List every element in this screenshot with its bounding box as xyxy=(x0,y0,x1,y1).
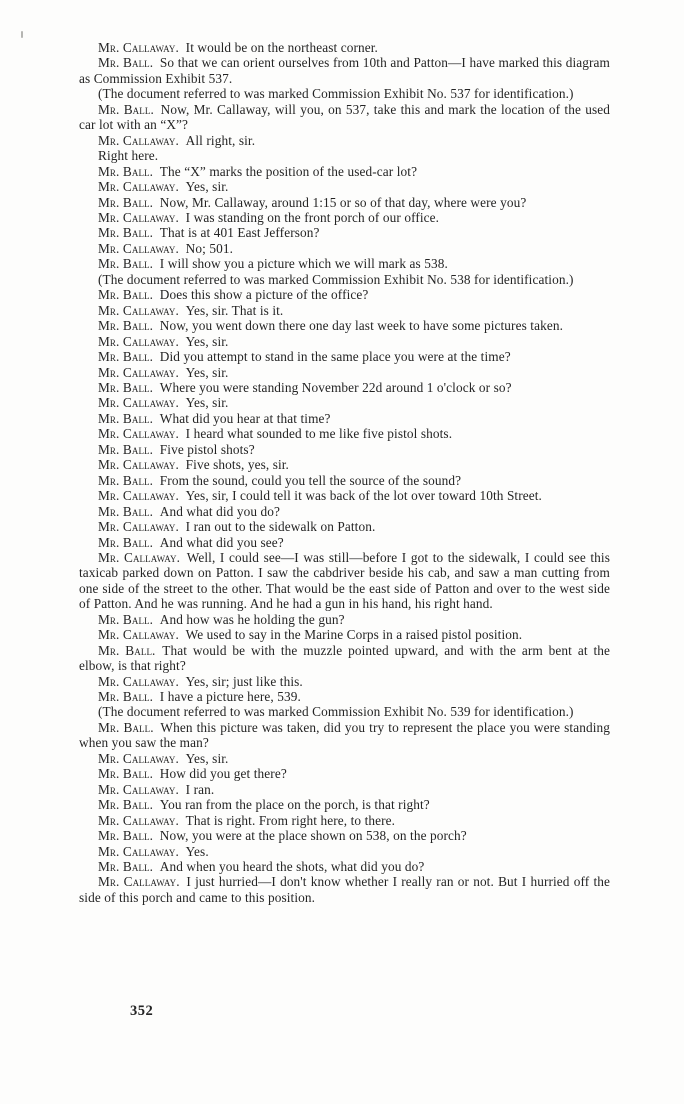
speaker-name: Mr. Ball. xyxy=(98,256,154,272)
transcript-paragraph: Mr. Callaway. Yes, sir. xyxy=(98,364,229,380)
scan-artifact-mark xyxy=(21,31,23,38)
transcript-paragraph: Mr. Ball. I have a picture here, 539. xyxy=(98,689,301,705)
speaker-name: Mr. Ball. xyxy=(98,766,154,782)
stenographer-note: (The document referred to was marked Commission Exhibit No. 539 for identification.) xyxy=(98,704,574,720)
speaker-name: Mr. Callaway. xyxy=(98,179,179,195)
speaker-name: Mr. Ball. xyxy=(98,101,154,117)
speaker-name: Mr. Ball. xyxy=(98,225,154,241)
speaker-name: Mr. Callaway. xyxy=(98,240,179,256)
speaker-name: Mr. Callaway. xyxy=(98,40,179,55)
speaker-name: Mr. Callaway. xyxy=(98,519,179,535)
speaker-name: Mr. Ball. xyxy=(98,534,154,550)
stenographer-note: (The document referred to was marked Commission Exhibit No. 538 for identification.) xyxy=(98,271,574,287)
transcript-paragraph: Mr. Callaway. Well, I could see—I was still—before I got to the sidewalk, I could see this taxicab parked down on Patton. I saw the cabdriver beside his cab, and saw a man cutting from one side of the street to the other. That would be the east side of Patton and over to the west side of Patton. And he was running. And he had a gun in his hand, his right hand. xyxy=(79,549,610,612)
speaker-name: Mr. Ball. xyxy=(98,349,154,365)
speaker-name: Mr. Ball. xyxy=(98,472,154,488)
transcript-paragraph: Mr. Ball. And what did you do? xyxy=(98,503,280,519)
transcript-paragraph: Mr. Ball. Now, you were at the place shown on 538, on the porch? xyxy=(98,828,467,844)
speaker-name: Mr. Ball. xyxy=(98,642,156,658)
speaker-name: Mr. Callaway. xyxy=(98,673,179,689)
speaker-name: Mr. Callaway. xyxy=(98,843,179,859)
transcript-paragraph: Mr. Ball. So that we can orient ourselves from 10th and Patton—I have marked this diagram as Commission Exhibit 537. xyxy=(79,55,610,86)
speaker-name: Mr. Callaway. xyxy=(98,364,179,380)
transcript-paragraph: Mr. Ball. I will show you a picture which we will mark as 538. xyxy=(98,256,448,272)
transcript-paragraph: Mr. Callaway. That is right. From right here, to there. xyxy=(98,812,396,828)
transcript-paragraph: Mr. Ball. From the sound, could you tell the source of the sound? xyxy=(98,472,462,488)
speaker-name: Mr. Callaway. xyxy=(98,209,179,225)
speaker-name: Mr. Ball. xyxy=(98,859,154,875)
page-number: 352 xyxy=(130,1003,154,1019)
speaker-name: Mr. Callaway. xyxy=(98,549,181,565)
transcript-paragraph: Mr. Callaway. Yes, sir. xyxy=(98,395,229,411)
transcript-paragraph: Mr. Callaway. Yes, sir. xyxy=(98,333,229,349)
speaker-name: Mr. Ball. xyxy=(98,689,154,705)
transcript-paragraph: Mr. Ball. And what did you see? xyxy=(98,534,284,550)
speaker-name: Mr. Callaway. xyxy=(98,457,179,473)
speaker-name: Mr. Callaway. xyxy=(98,333,179,349)
transcript-paragraph: Mr. Ball. Now, Mr. Callaway, will you, on 537, take this and mark the location of the used car lot with an “X”? xyxy=(79,101,610,133)
speaker-name: Mr. Ball. xyxy=(98,611,154,627)
speaker-name: Mr. Ball. xyxy=(98,828,154,844)
speaker-name: Mr. Callaway. xyxy=(98,395,179,411)
transcript-paragraph: Mr. Callaway. Yes, sir. xyxy=(98,179,229,195)
transcript-paragraph: Mr. Ball. Now, you went down there one day last week to have some pictures taken. xyxy=(98,318,563,334)
transcript-paragraph: Mr. Callaway. Yes. xyxy=(98,843,209,859)
speaker-name: Mr. Ball. xyxy=(98,410,154,426)
speaker-name: Mr. Ball. xyxy=(98,318,154,334)
transcript-paragraph: Mr. Callaway. It would be on the northeast corner. xyxy=(98,40,378,55)
speaker-name: Mr. Callaway. xyxy=(98,750,179,766)
transcript-paragraph: Mr. Callaway. I heard what sounded to me like five pistol shots. xyxy=(98,426,453,442)
transcript-paragraph: Mr. Callaway. I ran. xyxy=(98,781,215,797)
speaker-name: Mr. Callaway. xyxy=(98,781,179,797)
transcript-paragraph: Mr. Ball. Where you were standing November 22d around 1 o'clock or so? xyxy=(98,379,512,395)
speaker-name: Mr. Ball. xyxy=(98,163,154,179)
speaker-name: Mr. Ball. xyxy=(98,287,154,303)
testimony-transcript xyxy=(79,40,610,905)
transcript-paragraph: Mr. Ball. When this picture was taken, did you try to represent the place you were standing when you saw the man? xyxy=(79,719,610,751)
transcript-paragraph: Mr. Ball. And when you heard the shots, what did you do? xyxy=(98,859,425,875)
transcript-paragraph: Mr. Callaway. Yes, sir. That is it. xyxy=(98,302,284,318)
transcript-paragraph: Mr. Ball. And how was he holding the gun? xyxy=(98,611,345,627)
stenographer-note: (The document referred to was marked Commission Exhibit No. 537 for identification.) xyxy=(98,86,574,102)
transcript-paragraph: Mr. Callaway. We used to say in the Marine Corps in a raised pistol position. xyxy=(98,627,523,643)
speaker-name: Mr. Callaway. xyxy=(98,812,179,828)
transcript-paragraph: Mr. Callaway. I was standing on the front porch of our office. xyxy=(98,209,440,225)
speaker-name: Mr. Callaway. xyxy=(98,132,179,148)
speaker-name: Mr. Ball. xyxy=(98,194,154,210)
transcript-paragraph: Mr. Callaway. I ran out to the sidewalk on Patton. xyxy=(98,519,376,535)
speaker-name: Mr. Callaway. xyxy=(98,627,179,643)
transcript-paragraph: Mr. Ball. The “X” marks the position of the used-car lot? xyxy=(98,163,418,179)
transcript-paragraph: Mr. Ball. That is at 401 East Jefferson? xyxy=(98,225,320,241)
transcript-paragraph: Mr. Callaway. Yes, sir, I could tell it was back of the lot over toward 10th Street. xyxy=(98,488,542,504)
speaker-name: Mr. Ball. xyxy=(98,379,154,395)
transcript-paragraph: Mr. Ball. Now, Mr. Callaway, around 1:15 or so of that day, where were you? xyxy=(98,194,527,210)
transcript-paragraph: Mr. Callaway. I just hurried—I don't know whether I really ran or not. But I hurried off the side of this porch and came to this position. xyxy=(79,874,610,905)
speaker-name: Mr. Callaway. xyxy=(98,874,180,890)
speaker-name: Mr. Ball. xyxy=(98,503,154,519)
transcript-paragraph: Mr. Ball. Does this show a picture of the office? xyxy=(98,287,369,303)
transcript-paragraph: Mr. Ball. Did you attempt to stand in the same place you were at the time? xyxy=(98,349,511,365)
speaker-name: Mr. Ball. xyxy=(98,719,154,735)
transcript-paragraph: Mr. Callaway. Five shots, yes, sir. xyxy=(98,457,289,473)
transcript-paragraph: Mr. Callaway. No; 501. xyxy=(98,240,234,256)
speaker-name: Mr. Ball. xyxy=(98,55,154,71)
speaker-name: Mr. Callaway. xyxy=(98,488,179,504)
transcript-paragraph: Right here. xyxy=(98,148,159,164)
speaker-name: Mr. Callaway. xyxy=(98,302,179,318)
speaker-name: Mr. Callaway. xyxy=(98,426,179,442)
speaker-name: Mr. Ball. xyxy=(98,441,154,457)
transcript-paragraph: Mr. Ball. What did you hear at that time? xyxy=(98,410,331,426)
transcript-paragraph: Mr. Ball. You ran from the place on the porch, is that right? xyxy=(98,797,430,813)
speaker-name: Mr. Ball. xyxy=(98,797,154,813)
transcript-paragraph: Mr. Callaway. All right, sir. xyxy=(98,132,256,148)
transcript-paragraph: Mr. Ball. Five pistol shots? xyxy=(98,441,255,457)
transcript-paragraph: Mr. Ball. That would be with the muzzle pointed upward, and with the arm bent at the elbow, is that right? xyxy=(79,642,610,674)
transcript-paragraph: Mr. Callaway. Yes, sir; just like this. xyxy=(98,673,303,689)
transcript-paragraph: Mr. Callaway. Yes, sir. xyxy=(98,750,229,766)
transcript-paragraph: Mr. Ball. How did you get there? xyxy=(98,766,287,782)
